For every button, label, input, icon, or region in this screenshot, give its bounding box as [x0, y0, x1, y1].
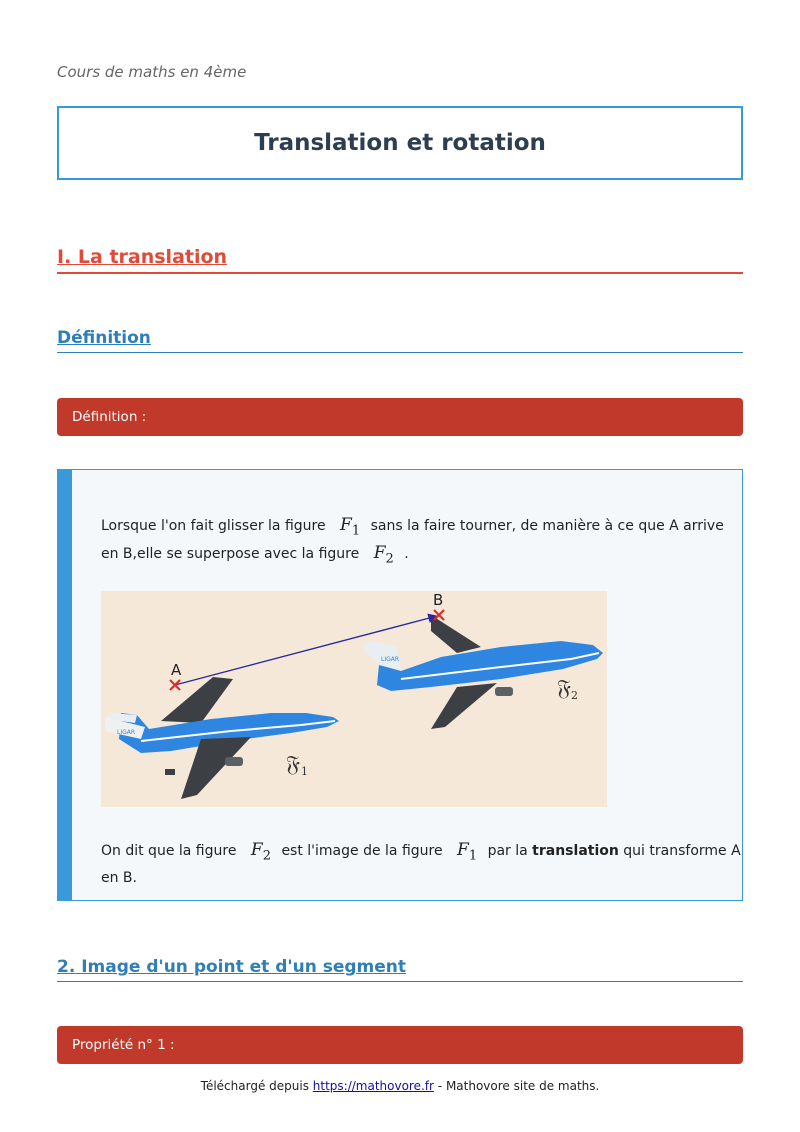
- math-letter: F: [373, 543, 386, 564]
- point-a-label: A: [171, 661, 182, 679]
- plane-f1-upper-wing: [161, 677, 233, 723]
- figure-f2-subscript: 2: [571, 689, 578, 702]
- figure-f2-label: 𝔉: [557, 676, 571, 701]
- footer-suffix: - Mathovore site de maths.: [437, 1079, 600, 1093]
- text-fragment: est l'image de la figure: [281, 843, 443, 859]
- math-F2: [241, 840, 277, 864]
- math-subscript: 1: [351, 523, 361, 539]
- plane-f2-tail: [363, 641, 401, 669]
- plane-f2-upper-wing: [431, 615, 481, 653]
- point-b-label: B: [433, 591, 444, 609]
- text-fragment: par la: [487, 843, 528, 859]
- text-fragment: Lorsque l'on fait glisser la figure: [101, 518, 326, 534]
- translation-illustration: [101, 591, 607, 807]
- math-subscript: 2: [385, 551, 394, 567]
- figure-f1-subscript: 1: [301, 765, 308, 778]
- course-subtitle: Cours de maths en 4ème: [57, 63, 247, 81]
- subsection-heading-text: Définition: [57, 328, 151, 348]
- text-fragment: On dit que la figure: [101, 843, 237, 859]
- point-a: [170, 661, 182, 690]
- plane-f2-text: LIGAR: [381, 656, 400, 663]
- property-banner: [57, 1026, 743, 1064]
- section-heading-text: 2. Image d'un point et d'un segment: [57, 957, 407, 977]
- plane-f1-gear: [165, 769, 175, 775]
- plane-f1-engine-pod: [225, 757, 243, 766]
- planes-diagram: [101, 591, 607, 807]
- footer-link[interactable]: https://mathovore.fr: [312, 1079, 434, 1093]
- definition-content-box: [57, 469, 743, 901]
- definition-banner: [57, 398, 743, 436]
- text-fragment: .: [404, 546, 409, 563]
- math-letter: F: [340, 515, 352, 535]
- math-subscript: 1: [468, 848, 478, 864]
- plane-f2-lower-wing: [431, 683, 497, 729]
- math-F1: [447, 840, 483, 864]
- plane-f2-engine-pod: [495, 687, 513, 696]
- section-heading-text: I. La translation: [57, 246, 228, 268]
- figure-f1-label: 𝔉: [286, 752, 300, 777]
- text-fragment: sans la faire tourner, de manière à ce que A arrive en B,elle se superpose avec la figure: [101, 518, 724, 563]
- subsection-heading-definition: [57, 328, 743, 353]
- point-b: [433, 591, 444, 620]
- page-title-box: [57, 106, 743, 180]
- footer-prefix: Téléchargé depuis: [200, 1079, 309, 1093]
- text-fragment: qui transforme A en B.: [101, 843, 741, 887]
- definition-paragraph-1: [101, 514, 741, 571]
- definition-banner-label: Définition :: [72, 409, 147, 425]
- keyword-translation: translation: [532, 843, 619, 859]
- definition-paragraph-2: [101, 839, 741, 890]
- page-title: Translation et rotation: [254, 130, 546, 156]
- math-letter: F: [457, 840, 469, 860]
- plane-f2: [363, 615, 603, 729]
- math-F2: [364, 543, 400, 567]
- math-F1: [330, 515, 366, 539]
- page-footer: [0, 1079, 800, 1093]
- plane-f1-text: LIGAR: [117, 729, 136, 736]
- plane-f1: [105, 677, 339, 799]
- section-heading-image-point-segment: [57, 957, 743, 982]
- math-letter: F: [250, 840, 263, 860]
- property-banner-label: Propriété n° 1 :: [72, 1037, 175, 1053]
- section-heading-translation: [57, 246, 743, 274]
- math-subscript: 2: [262, 848, 271, 864]
